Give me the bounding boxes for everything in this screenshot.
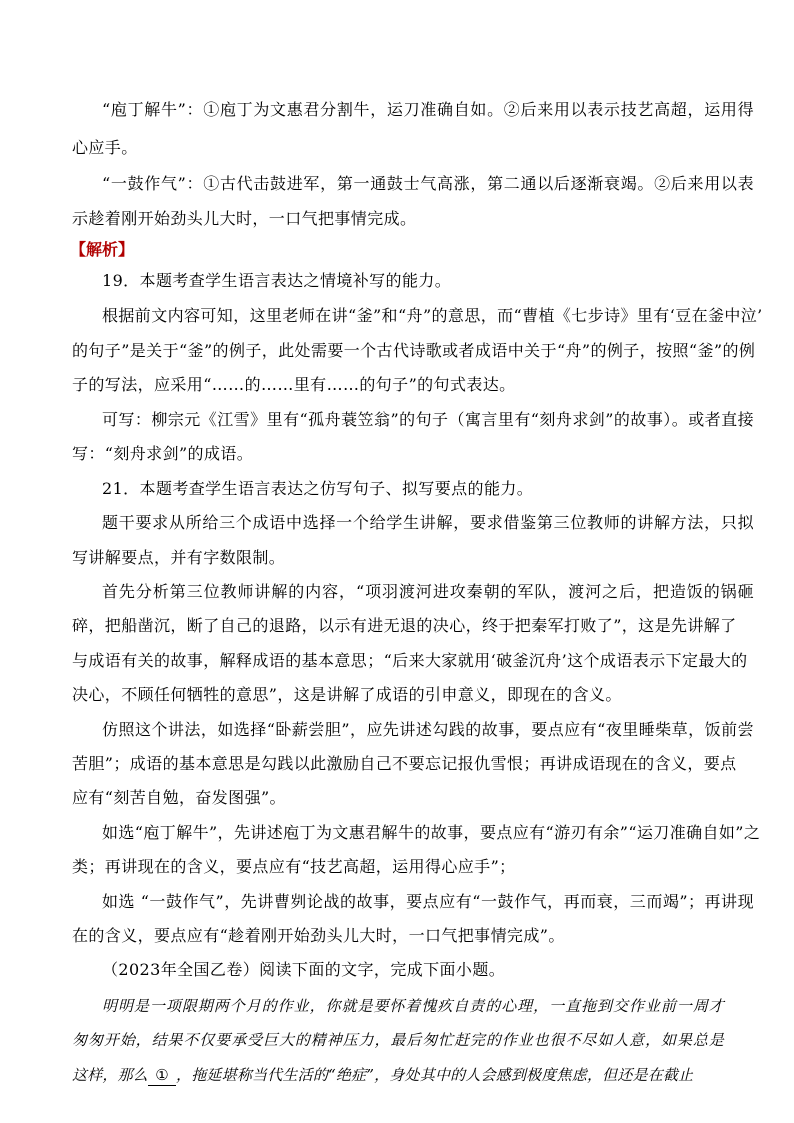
- analysis-line: 写：“刻舟求剑”的成语。: [72, 444, 254, 463]
- idiom-paoding-line-1: “庖丁解牛”：①庖丁为文惠君分割牛，运刀准确自如。②后来用以表示技艺高超，运用得: [102, 100, 754, 119]
- analysis-line: 在的含义，要点应有“趁着刚开始劲头儿大时，一口气把事情完成”。: [72, 926, 565, 945]
- passage-line: 明明是一项限期两个月的作业，你就是要怀着愧疚自责的心理，一直拖到交作业前一周才: [102, 997, 724, 1015]
- analysis-line: 子的写法，应采用“……的……里有……的句子”的句式表达。: [72, 375, 516, 394]
- analysis-line: 可写：柳宗元《江雪》里有“孤舟蓑笠翁”的句子（寓言里有“刻舟求剑”的故事）。或者直接: [102, 410, 754, 429]
- idiom-yigu-line-1: “一鼓作气”：①古代击鼓进军，第一通鼓士气高涨，第二通以后逐渐衰竭。②后来用以表: [102, 174, 754, 193]
- passage-line: [72, 1065, 724, 1086]
- q19-heading: 19．本题考查学生语言表达之情境补写的能力。: [102, 271, 452, 290]
- analysis-line: 的句子”是关于“釜”的例子，此处需要一个古代诗歌或者成语中关于“舟”的例子，按照“釜”的例: [72, 341, 756, 360]
- analysis-line: 类；再讲现在的含义，要点应有“技艺高超，运用得心应手”；: [72, 857, 516, 876]
- passage-line-start: 这样，那么: [72, 1066, 149, 1084]
- analysis-line: 决心，不顾任何牺牲的意思”，这是讲解了成语的引申意义，即现在的含义。: [72, 685, 622, 704]
- passage-intro: （2023年全国乙卷）阅读下面的文字，完成下面小题。: [102, 960, 506, 979]
- analysis-line: 应有“刻苦自勉，奋发图强”。: [72, 788, 286, 807]
- idiom-paoding-line-2: 心应手。: [72, 138, 138, 157]
- passage-line-end: ，拖延堪称当代生活的“绝症”，身处其中的人会感到极度焦虑，但还是在截止: [176, 1066, 694, 1084]
- analysis-line: 如选 “一鼓作气”，先讲曹刿论战的故事，要点应有“一鼓作气，再而衰，三而竭”；再讲现: [102, 892, 754, 911]
- idiom-yigu-line-2: 示趁着刚开始劲头儿大时，一口气把事情完成。: [72, 209, 417, 228]
- analysis-line: 苦胆”；成语的基本意思是勾践以此激励自己不要忘记报仇雪恨；再讲成语现在的含义，要点: [72, 754, 737, 773]
- analysis-line: 根据前文内容可知，这里老师在讲“釜”和“舟”的意思，而“曹植《七步诗》里有‘豆在釜中泣’: [102, 306, 763, 325]
- q21-heading: 21．本题考查学生语言表达之仿写句子、拟写要点的能力。: [102, 479, 534, 498]
- analysis-line: 首先分析第三位教师讲解的内容，“项羽渡河进攻秦朝的军队，渡河之后，把造饭的锅砸: [102, 582, 754, 601]
- analysis-line: 写讲解要点，并有字数限制。: [72, 548, 286, 567]
- fill-in-blank: ①: [148, 1065, 176, 1086]
- passage-line: 匆匆开始，结果不仅要承受巨大的精神压力，最后匆忙赶完的作业也很不尽如人意，如果总是: [72, 1031, 724, 1049]
- analysis-line: 如选“庖丁解牛”，先讲述庖丁为文惠君解牛的故事，要点应有“游刃有余”“运刀准确自如”之: [102, 823, 761, 842]
- analysis-line: 与成语有关的故事，解释成语的基本意思；“后来大家就用‘破釜沉舟’这个成语表示下定最大的: [72, 651, 748, 670]
- analysis-line: 仿照这个讲法，如选择“卧薪尝胆”，应先讲述勾践的故事，要点应有“夜里睡柴草，饭前尝: [102, 720, 754, 739]
- analysis-section-header: 【解析】: [70, 240, 135, 259]
- analysis-line: 题干要求从所给三个成语中选择一个给学生讲解，要求借鉴第三位教师的讲解方法，只拟: [102, 513, 754, 532]
- analysis-line: 碎，把船凿沉，断了自己的退路，以示有进无退的决心，终于把秦军打败了”，这是先讲解了: [72, 616, 737, 635]
